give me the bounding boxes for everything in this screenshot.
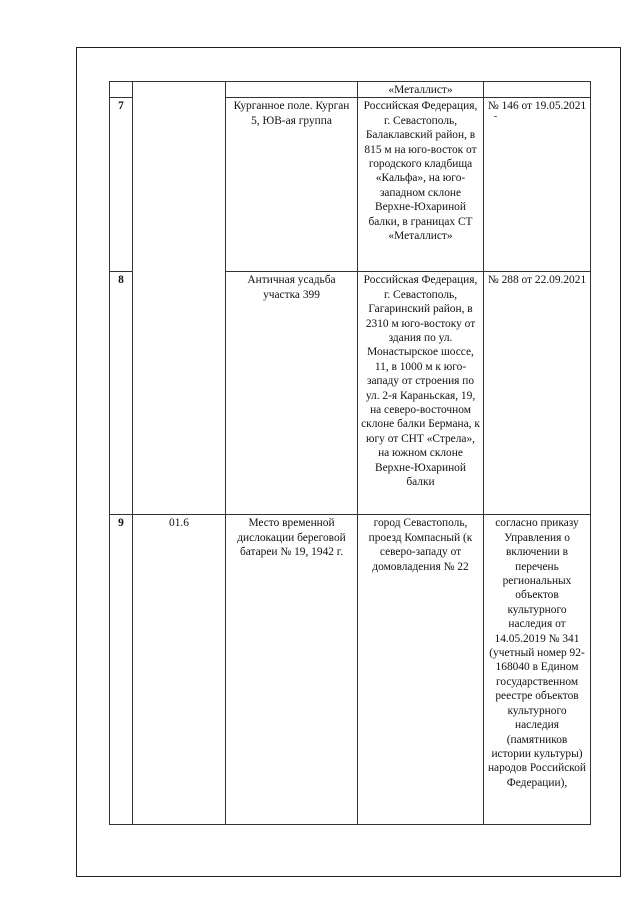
cell-location: Российская Федерация, г. Севастополь, Балаклавский район, в 815 м на юго-восток от городского кладбища «Кальфа», на юго-западном склоне Верхне-Юхариной балки, в границах СТ «Металлист» — [358, 98, 484, 272]
cell-number: 9 — [110, 515, 133, 825]
cell-document: № 146 от 19.05.2021 — [484, 98, 591, 272]
cell-code — [133, 82, 226, 515]
cell-object-name: Курганное поле. Курган 5, ЮВ-ая группа — [226, 98, 358, 272]
cell-location: город Севастополь, проезд Компасный (к северо-западу от домовладения № 22 — [358, 515, 484, 825]
cell-object-name: Античная усадьба участка 399 — [226, 272, 358, 515]
cell-object-name: Место временной дислокации береговой батареи № 19, 1942 г. — [226, 515, 358, 825]
cell-location: Российская Федерация, г. Севастополь, Гагаринский район, в 2310 м юго-востоку от здания по ул. Монастырское шоссе, 11, в 1000 м к юго-западу от строения по ул. 2-я Караньская, 19, на северо-восточном склоне балки Бермана, к югу от СНТ «Стрела», на южном склоне Верхне-Юхариной балки — [358, 272, 484, 515]
cell-number: 7 — [110, 98, 133, 272]
table-row — [110, 515, 591, 825]
cell-document: № 288 от 22.09.2021 — [484, 272, 591, 515]
cell-number: 8 — [110, 272, 133, 515]
cell-document: согласно приказу Управления о включении в перечень региональных объектов культурного наследия от 14.05.2019 № 341 (учетный номер 92-168040 в Едином государственном реестре объектов культурного наследия (памятников истории культуры) народов Российской Федерации), — [484, 515, 591, 825]
cell-location: «Металлист» — [358, 82, 484, 98]
cell-number — [110, 82, 133, 98]
cell-code: 01.6 — [133, 515, 226, 825]
table-row — [110, 82, 591, 98]
heritage-objects-table — [109, 81, 591, 825]
cell-object-name — [226, 82, 358, 98]
cell-document — [484, 82, 591, 98]
